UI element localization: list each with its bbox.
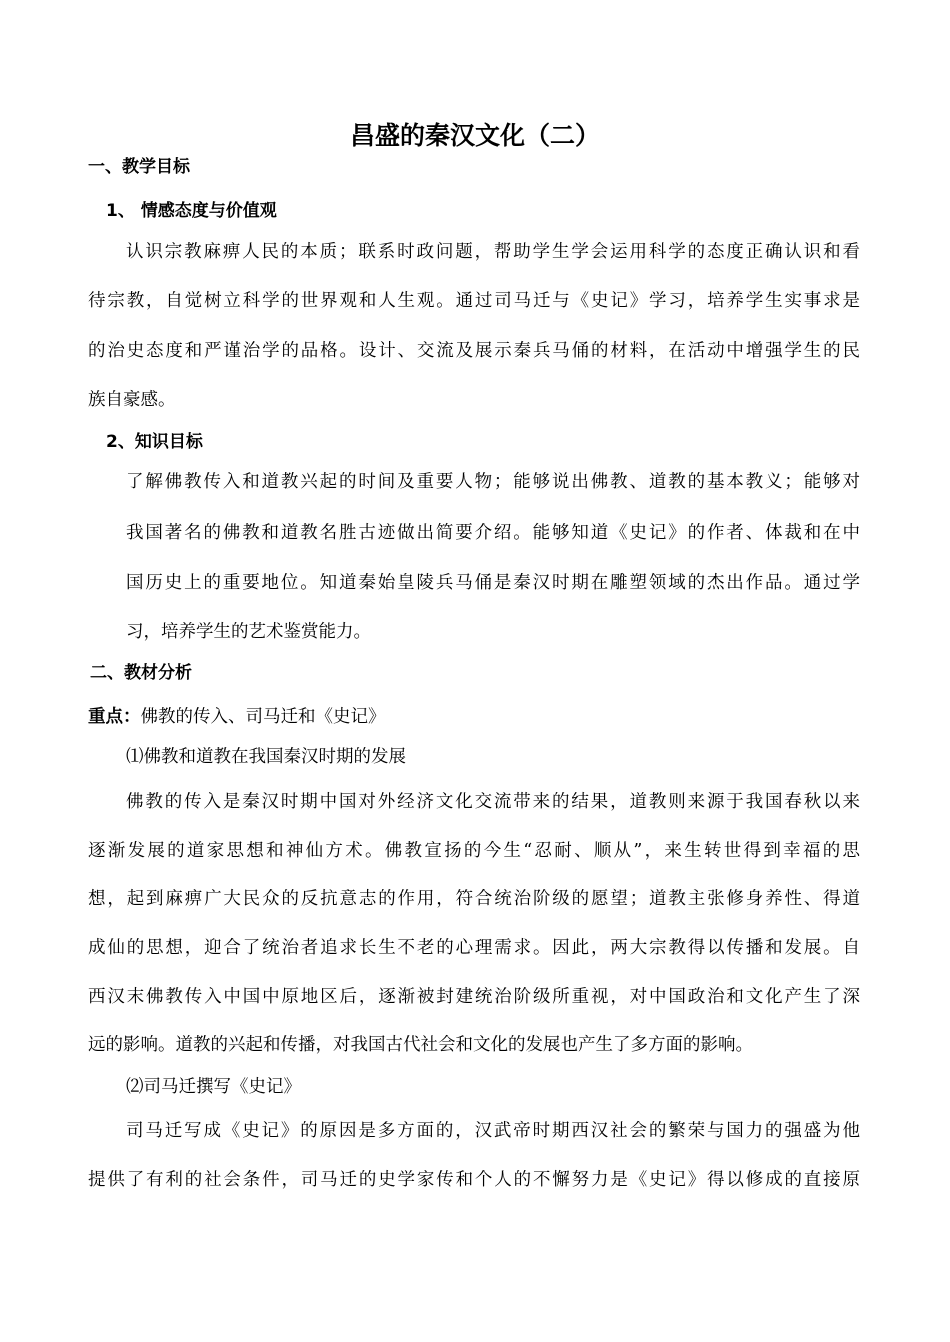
paragraph-line: 国历史上的重要地位。知道秦始皇陵兵马俑是秦汉时期在雕塑领域的杰出作品。通过学 (126, 573, 860, 593)
section-heading-goals: 一、教学目标 (88, 157, 190, 177)
paragraph-line: 待宗教，自觉树立科学的世界观和人生观。通过司马迁与《史记》学习，培养学生实事求是 (88, 291, 860, 311)
paragraph-line: 成仙的思想，迎合了统治者追求长生不老的心理需求。因此，两大宗教得以传播和发展。自 (88, 938, 860, 958)
paragraph-line: 佛教的传入是秦汉时期中国对外经济文化交流带来的结果，道教则来源于我国春秋以来 (126, 792, 860, 812)
paragraph-line: 认识宗教麻痹人民的本质；联系时政问题，帮助学生学会运用科学的态度正确认识和看 (126, 242, 860, 262)
paragraph-line: 了解佛教传入和道教兴起的时间及重要人物；能够说出佛教、道教的基本教义；能够对 (126, 472, 860, 492)
paragraph-line: 提供了有利的社会条件，司马迁的史学家传和个人的不懈努力是《史记》得以修成的直接原 (88, 1170, 860, 1190)
paragraph-line: 西汉末佛教传入中国中原地区后，逐渐被封建统治阶级所重视，对中国政治和文化产生了深 (88, 987, 860, 1007)
key-point-label: 重点： (88, 707, 141, 727)
subheading-attitude-values: 1、 情感态度与价值观 (106, 201, 277, 221)
paragraph-line: 我国著名的佛教和道教名胜古迹做出简要介绍。能够知道《史记》的作者、体裁和在中 (126, 523, 860, 543)
page-title: 昌盛的秦汉文化（二） (349, 121, 600, 150)
subheading-knowledge-goals: 2、知识目标 (106, 432, 203, 452)
paragraph-line: 逐渐发展的道家思想和神仙方术。佛教宣扬的今生“忍耐、顺从”，来生转世得到幸福的思 (88, 841, 860, 861)
item-heading-shiji: ⑵司马迁撰写《史记》 (126, 1077, 301, 1097)
paragraph-line: 想，起到麻痹广大民众的反抗意志的作用，符合统治阶级的愿望；道教主张修身养性、得道 (88, 889, 860, 909)
paragraph-line: 司马迁写成《史记》的原因是多方面的，汉武帝时期西汉社会的繁荣与国力的强盛为他 (126, 1121, 860, 1141)
paragraph-line: 习，培养学生的艺术鉴赏能力。 (126, 622, 371, 642)
key-point-text: 佛教的传入、司马迁和《史记》 (140, 707, 386, 727)
paragraph-line: 族自豪感。 (88, 390, 176, 410)
paragraph-line: 的治史态度和严谨治学的品格。设计、交流及展示秦兵马俑的材料，在活动中增强学生的民 (88, 341, 860, 361)
item-heading-religion: ⑴佛教和道教在我国秦汉时期的发展 (126, 747, 406, 767)
paragraph-line: 远的影响。道教的兴起和传播，对我国古代社会和文化的发展也产生了多方面的影响。 (88, 1035, 753, 1055)
key-point-line (88, 704, 386, 730)
section-heading-analysis: 二、教材分析 (90, 663, 192, 683)
